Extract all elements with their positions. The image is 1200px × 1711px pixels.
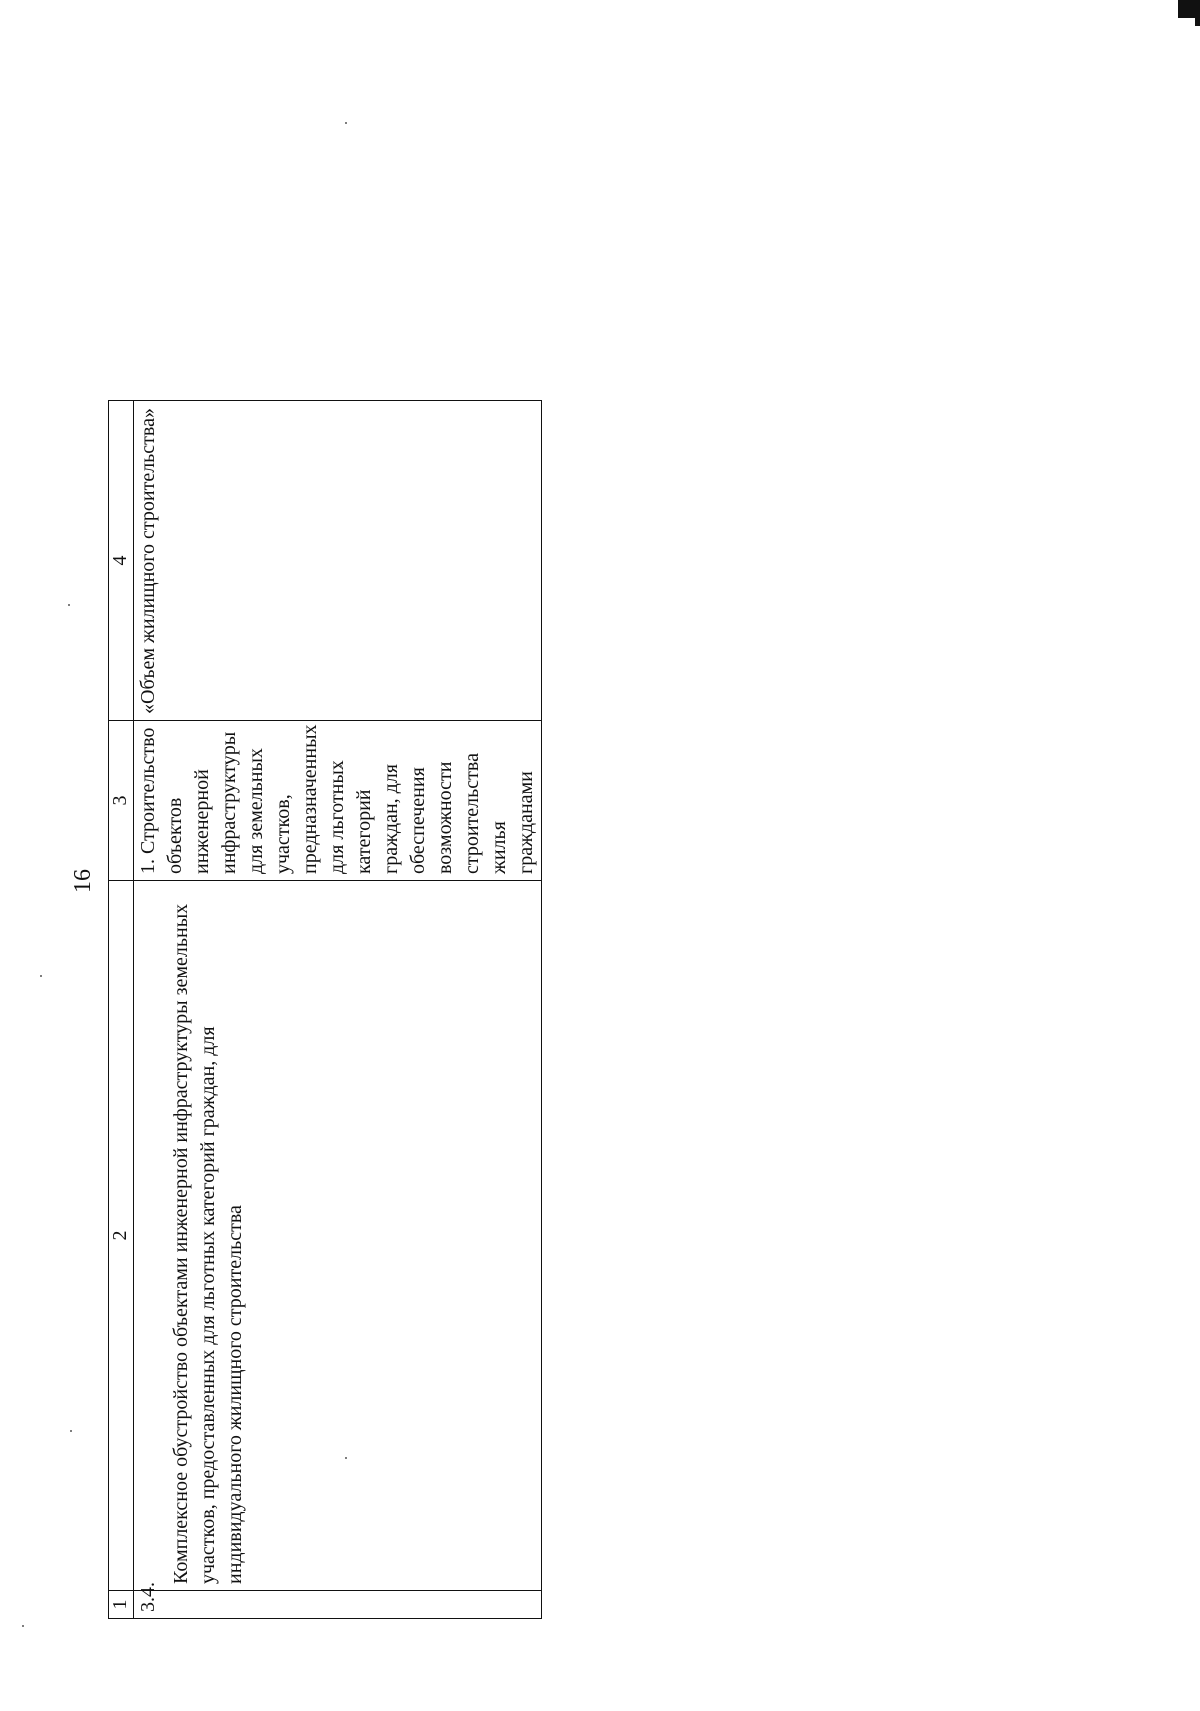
column-header: 2	[109, 881, 134, 1591]
work-description-cell: Комплексное обустройство объектами инженерной инфраструктуры земельных участков, предоставленных для льготных категорий граждан, для индивидуального жилищного строительства	[134, 881, 542, 1591]
column-header: 3	[109, 721, 134, 881]
measure-cell: 1. Строительство объектов инженерной инфраструктуры для земельных участков, предназначенных для льготных категорий граждан, для обеспечения возможности строительства жилья гражданами	[134, 721, 542, 881]
indicator-cell: «Объем жилищного строительства»	[134, 401, 542, 721]
table-header-row	[109, 401, 134, 1619]
row-number-cell: 3.4.	[134, 1591, 542, 1619]
column-header: 1	[109, 1591, 134, 1619]
page-number: 16	[70, 869, 96, 893]
column-header: 4	[109, 401, 134, 721]
table-row	[134, 401, 542, 1619]
program-table	[108, 400, 542, 1619]
